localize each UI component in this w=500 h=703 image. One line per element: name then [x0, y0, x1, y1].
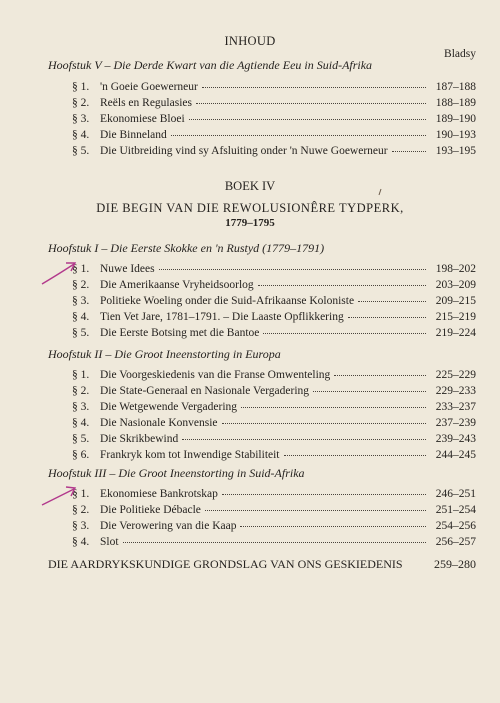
- chapter-heading: Hoofstuk I – Die Eerste Skokke en 'n Rustyd (1779–1791): [48, 241, 325, 255]
- section-number: § 4.: [72, 129, 90, 141]
- page-range: 203–209: [435, 279, 476, 291]
- section-title: Die Uitbreiding vind sy Afsluiting onder 'n Nuwe Goewerneur: [100, 145, 388, 157]
- chapter-heading: Hoofstuk II – Die Groot Ineenstorting in Europa: [48, 347, 281, 361]
- page-range: 259–280: [434, 557, 476, 571]
- dot-leader: [202, 78, 426, 88]
- section-title: Ekonomiese Bankrotskap: [100, 488, 218, 500]
- dot-leader: [189, 110, 426, 120]
- section-number: § 6.: [72, 449, 90, 461]
- toc-row[interactable]: [72, 144, 476, 160]
- section-title: Die Eerste Botsing met die Bantoe: [100, 327, 260, 339]
- dot-leader: [263, 324, 426, 334]
- dot-leader: [241, 398, 426, 408]
- section-title: Die Binneland: [100, 129, 167, 141]
- section-title: Die Skrikbewind: [100, 433, 179, 445]
- page-range: 237–239: [435, 417, 476, 429]
- section-number: § 3.: [72, 113, 90, 125]
- page-range: 244–245: [435, 449, 476, 461]
- section-number: § 2.: [72, 279, 90, 291]
- page-range: 233–237: [435, 401, 476, 413]
- section-title: Ekonomiese Bloei: [100, 113, 185, 125]
- section-number: § 2.: [72, 385, 90, 397]
- pen-arrow-icon: [40, 258, 80, 288]
- page-range: 225–229: [435, 369, 476, 381]
- book-years: 1779–1795: [225, 217, 275, 229]
- page-column-heading: Bladsy: [444, 48, 476, 60]
- chapter-heading: Hoofstuk III – Die Groot Ineenstorting in Suid-Afrika: [48, 466, 305, 480]
- dot-leader: [159, 260, 426, 270]
- toc-row[interactable]: [72, 448, 476, 464]
- page-range: 190–193: [435, 129, 476, 141]
- dot-leader: [222, 485, 426, 495]
- pen-mark-icon: [377, 188, 383, 196]
- section-number: § 3.: [72, 401, 90, 413]
- section-title: Slot: [100, 536, 119, 548]
- page-range: 193–195: [435, 145, 476, 157]
- pen-arrow-icon: [40, 483, 80, 511]
- dot-leader: [205, 501, 426, 511]
- section-title: 'n Goeie Goewerneur: [100, 81, 198, 93]
- page-range: 215–219: [435, 311, 476, 323]
- chapter-heading: Hoofstuk V – Die Derde Kwart van die Agtiende Eeu in Suid-Afrika: [48, 58, 373, 72]
- section-title: Die Voorgeskiedenis van die Franse Omwenteling: [100, 369, 331, 381]
- page-range: 256–257: [435, 536, 476, 548]
- dot-leader: [182, 430, 426, 440]
- toc-row-final[interactable]: [48, 557, 476, 572]
- dot-leader: [258, 276, 426, 286]
- dot-leader: [171, 126, 426, 136]
- page-range: 251–254: [435, 504, 476, 516]
- section-title: Die State-Generaal en Nasionale Vergadering: [100, 385, 310, 397]
- book-label: BOEK IV: [224, 179, 276, 193]
- page-range: 254–256: [435, 520, 476, 532]
- section-title: Die Amerikaanse Vryheidsoorlog: [100, 279, 254, 291]
- page-range: 198–202: [435, 263, 476, 275]
- section-number: § 4.: [72, 536, 90, 548]
- dot-leader: [313, 382, 426, 392]
- dot-leader: [392, 142, 426, 152]
- section-number: § 2.: [72, 97, 90, 109]
- section-title: Die Verowering van die Kaap: [100, 520, 237, 532]
- section-title: Die Politieke Débacle: [100, 504, 201, 516]
- section-title: Frankryk kom tot Inwendige Stabiliteit: [100, 449, 280, 461]
- section-number: § 2.: [72, 504, 90, 516]
- section-number: § 1.: [72, 488, 90, 500]
- section-title: DIE AARDRYKSKUNDIGE GRONDSLAG VAN ONS GESKIEDENIS: [48, 557, 403, 571]
- dot-leader: [334, 366, 426, 376]
- dot-leader: [284, 446, 426, 456]
- page-range: 209–215: [435, 295, 476, 307]
- section-number: § 3.: [72, 520, 90, 532]
- section-number: § 1.: [72, 369, 90, 381]
- section-number: § 3.: [72, 295, 90, 307]
- book-title: DIE BEGIN VAN DIE REWOLUSIONÊRE TYDPERK,: [96, 201, 404, 215]
- dot-leader: [123, 533, 426, 543]
- section-title: Nuwe Idees: [100, 263, 155, 275]
- dot-leader: [222, 414, 426, 424]
- section-number: § 5.: [72, 433, 90, 445]
- dot-leader: [348, 308, 426, 318]
- section-title: Tien Vet Jare, 1781–1791. – Die Laaste Opflikkering: [100, 311, 344, 323]
- page-range: 239–243: [435, 433, 476, 445]
- section-number: § 5.: [72, 145, 90, 157]
- section-number: § 4.: [72, 417, 90, 429]
- section-number: § 4.: [72, 311, 90, 323]
- page-title: INHOUD: [224, 34, 276, 48]
- section-title: Die Nasionale Konvensie: [100, 417, 218, 429]
- section-title: Reëls en Regulasies: [100, 97, 192, 109]
- dot-leader: [240, 517, 426, 527]
- section-title: Politieke Woeling onder die Suid-Afrikaanse Koloniste: [100, 295, 355, 307]
- section-title: Die Wetgewende Vergadering: [100, 401, 238, 413]
- page-range: 246–251: [435, 488, 476, 500]
- page-range: 219–224: [435, 327, 476, 339]
- page-range: 189–190: [435, 113, 476, 125]
- page-range: 188–189: [435, 97, 476, 109]
- page-range: 187–188: [435, 81, 476, 93]
- toc-row[interactable]: [72, 326, 476, 342]
- dot-leader: [196, 94, 426, 104]
- section-number: § 1.: [72, 263, 90, 275]
- toc-row[interactable]: [72, 535, 476, 551]
- section-number: § 1.: [72, 81, 90, 93]
- section-number: § 5.: [72, 327, 90, 339]
- page-range: 229–233: [435, 385, 476, 397]
- dot-leader: [358, 292, 426, 302]
